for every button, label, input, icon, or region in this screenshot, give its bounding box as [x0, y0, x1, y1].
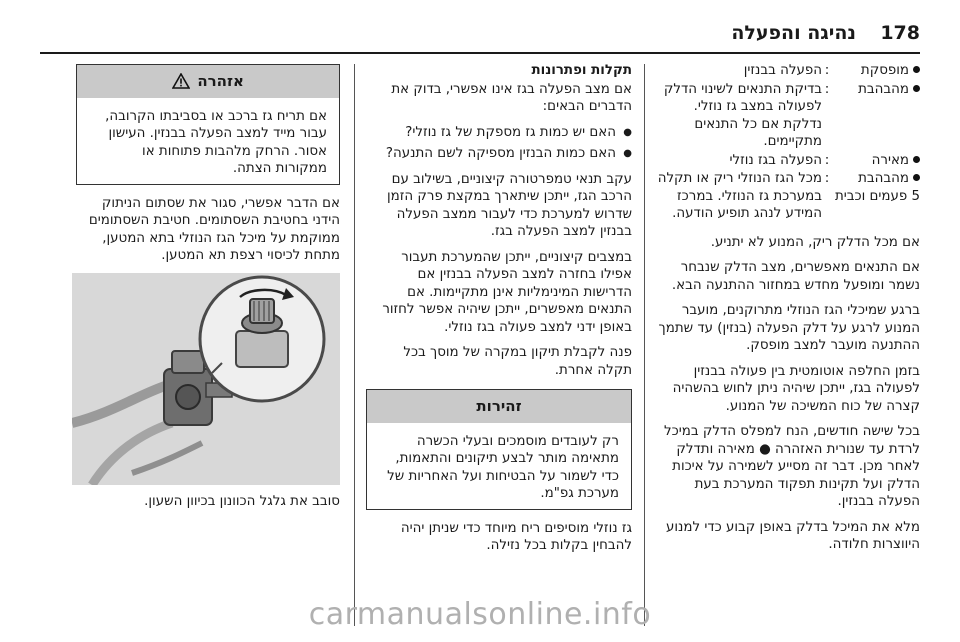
indicator-definition: מכל הגז הנוזלי ריק או תקלה במערכת גז הנוזלי. במרכז המידע לנהג תופיע הודעה. [657, 171, 822, 221]
page-header [0, 0, 960, 56]
figure-caption: סובב את גלגל הכוונון בכיוון השעון. [144, 493, 340, 509]
bullet-icon [913, 156, 920, 163]
indicator-term: מהבהבת [858, 81, 909, 97]
indicator-definition: בדיקת התנאים לשינוי הדלק לפעולה במצב גז נוזלי. נדלקת אם כל התנאים מתקיימים. [663, 81, 822, 149]
paragraph: מלא את המיכל בדלק באופן קבוע כדי למנוע היווצרות חלודה. [665, 519, 920, 552]
indicator-row: מהבהבת 5 פעמים וכבית : מכל הגז הנוזלי ריק או תקלה במערכת גז הנוזלי. במרכז המידע לנהג תופיע הודעה. [656, 170, 920, 224]
indicator-definition: הפעלה בבנזין [743, 63, 822, 78]
column-divider [644, 64, 645, 626]
bullet-icon [913, 85, 920, 92]
indicator-term: מופסקת [860, 63, 909, 78]
watermark: carmanualsonline.info [308, 597, 652, 632]
valve-illustration [72, 273, 340, 485]
indicator-term: מהבהבת [858, 171, 909, 186]
indicator-row: מהבהבת : בדיקת התנאים לשינוי הדלק לפעולה במצב גז נוזלי. נדלקת אם כל התנאים מתקיימים. [656, 81, 920, 152]
column-left [76, 62, 340, 632]
shutoff-valve-icon [72, 273, 340, 485]
indicator-term-extra: 5 פעמים וכבית [834, 188, 920, 204]
paragraph: ברגע שמיכלי הגז הנוזלי מתרוקנים, מועבר המנוע לרגע על דלק הפעלה (בנזין) עד שתמך ההתנעה מועבר למצב מופסק. [658, 303, 920, 353]
indicator-table [656, 62, 920, 224]
list-item: ● האם כמות הבנזין מספיקה לשם התנעה? [366, 145, 632, 163]
paragraph: בכל שישה חודשים, הנח למפלס הדלק במיכל לרדת עד שנורית האזהרה ● מאירה ותדלק לאחר מכן. דבר זה מסייע לשמירה על איכות הדלק ועל תקינות תפקוד המערכת בעת הפעלה בבנזין. [664, 424, 920, 509]
warning-text: אם תריח גז ברכב או בסביבתו הקרובה, עבור מייד למצב הפעלה בבנזין. העישון אסור. הרחק מלהבות פתוחות או ממקורות הצתה. [105, 108, 327, 176]
caution-title: זהירות [367, 390, 631, 423]
running-title: נהיגה והפעלה [731, 22, 856, 44]
warning-header [77, 65, 339, 98]
section-title: תקלות ופתרונות [531, 63, 632, 78]
header-rule [40, 52, 920, 54]
checklist [366, 124, 632, 163]
paragraph: אם התנאים מאפשרים, מצב הדלק שנבחר נשמר ומופעל מחדש במחזור ההתנעה הבא. [671, 260, 920, 293]
paragraph: אם מצב הפעלה בגז אינו אפשרי, בדוק את הדברים הבאים: [391, 81, 632, 114]
list-item: ● האם יש כמות גז מספקת של גז נוזלי? [366, 124, 632, 142]
indicator-row: מופסקת : הפעלה בבנזין [656, 62, 920, 81]
paragraph: בזמן החלפה אוטומטית בין פעולה בבנזין לפעולה בגז, ייתכן שיהיה ניתן לחוש בהשהיה קצרה של כוח המשיכה של המנוע. [672, 363, 920, 414]
warning-triangle-icon [172, 73, 190, 89]
paragraph: עקב תנאי טמפרטורה קיצוניים, בשילוב עם הרכב הגז, ייתכן שיתארך במקצת פרק הזמן שדרוש למערכת כדי לעבור ממצב הפעלה בבנזין למצב הפעלה בגז. [387, 171, 632, 239]
warning-box [76, 64, 340, 185]
bullet-icon [913, 174, 920, 181]
indicator-definition: הפעלה בגז נוזלי [729, 152, 822, 168]
warning-title: אזהרה [197, 72, 244, 90]
caution-text: רק לעובדים מוסמכים ובעלי הכשרה מתאימה מותר לבצע תיקונים והתאמות, כדי לשמור על הבטיחות ועל האחריות של מערכת גפ"מ. [387, 433, 619, 501]
paragraph: אם מכל הדלק ריק, המנוע לא יתניע. [710, 234, 920, 250]
column-middle [366, 62, 632, 632]
indicator-term: מאירה [871, 152, 909, 168]
page-number: 178 [880, 22, 920, 44]
column-divider [354, 64, 355, 626]
caution-box [366, 389, 632, 510]
paragraph: פנה לקבלת תיקון במקרה של מוסך בכל תקלה אחרת. [403, 345, 632, 378]
paragraph: במצבים קיצוניים, ייתכן שהמערכת תעבור אפילו בחזרה למצב הפעלה בבנזין אם הדרישות המינימליות אינן מתקיימות. אם התנאים מאפשרים, ייתכן שיהיה אפשר לחזור באופן ידני למצב פעולה בגז נוזלי. [382, 249, 632, 335]
bullet-icon [913, 66, 920, 73]
paragraph: אם הדבר אפשרי, סגור את שסתום הניתוק הידני בחטיבת השסתומים. חטיבת השסתומים ממוקמת על מיכל הגז הנוזלי בתא המטען, מתחת לכיסוי רצפת תא המטען. [88, 195, 340, 263]
column-right [656, 62, 920, 632]
indicator-row: מאירה : הפעלה בגז נוזלי [656, 152, 920, 171]
paragraph: גז נוזלי מוסיפים ריח מיוחד כדי שניתן יהיה להבחין בקלות בכל נזילה. [400, 520, 632, 553]
